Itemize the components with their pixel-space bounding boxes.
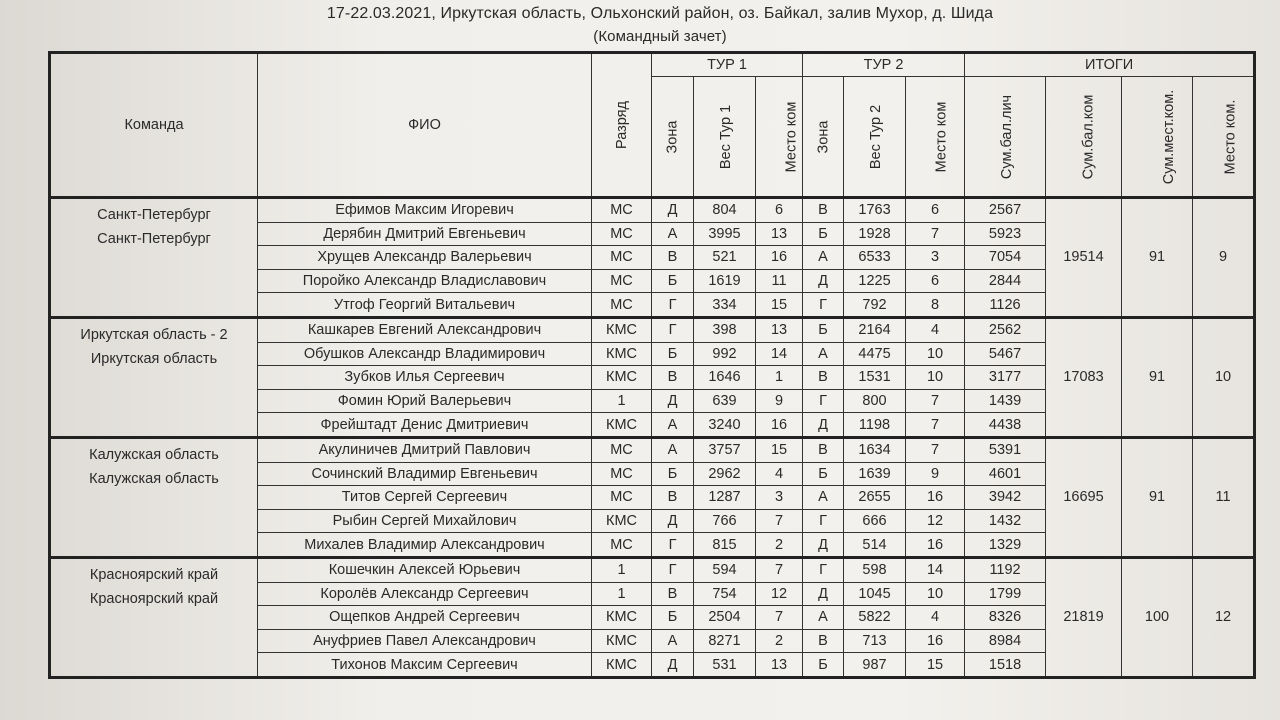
cell-place2: 7 <box>906 389 965 413</box>
cell-rank: МС <box>592 222 652 246</box>
cell-fio: Фрейштадт Денис Дмитриевич <box>258 413 592 438</box>
cell-fio: Ануфриев Павел Александрович <box>258 629 592 653</box>
cell-fio: Рыбин Сергей Михайлович <box>258 509 592 533</box>
cell-fio: Кошечкин Алексей Юрьевич <box>258 557 592 582</box>
cell-fio: Королёв Александр Сергеевич <box>258 582 592 606</box>
cell-rank: КМС <box>592 606 652 630</box>
cell-zone1: Д <box>652 389 694 413</box>
cell-place2: 7 <box>906 222 965 246</box>
cell-weight1: 521 <box>694 246 756 270</box>
team-name: Санкт-Петербург <box>97 207 211 223</box>
cell-weight1: 754 <box>694 582 756 606</box>
cell-zone2: Г <box>803 509 844 533</box>
cell-zone2: Б <box>803 653 844 678</box>
cell-weight2: 792 <box>844 293 906 318</box>
cell-place2: 9 <box>906 462 965 486</box>
cell-fio: Сочинский Владимир Евгеньевич <box>258 462 592 486</box>
cell-fio: Михалев Владимир Александрович <box>258 533 592 558</box>
cell-fio: Зубков Илья Сергеевич <box>258 366 592 390</box>
cell-rank: 1 <box>592 582 652 606</box>
cell-zone2: А <box>803 486 844 510</box>
cell-place2: 7 <box>906 413 965 438</box>
cell-place1: 4 <box>756 462 803 486</box>
cell-sum-personal: 1432 <box>965 509 1046 533</box>
cell-weight1: 3995 <box>694 222 756 246</box>
cell-sum-personal: 4438 <box>965 413 1046 438</box>
col-group-totals: ИТОГИ <box>965 53 1255 77</box>
cell-weight2: 713 <box>844 629 906 653</box>
cell-place2: 6 <box>906 198 965 223</box>
team-region: Санкт-Петербург <box>97 231 211 247</box>
cell-place1: 14 <box>756 342 803 366</box>
cell-rank: 1 <box>592 557 652 582</box>
cell-sum-personal: 8326 <box>965 606 1046 630</box>
cell-sum-personal: 2844 <box>965 269 1046 293</box>
cell-weight1: 804 <box>694 198 756 223</box>
cell-fio: Дерябин Дмитрий Евгеньевич <box>258 222 592 246</box>
team-name-cell <box>50 317 258 437</box>
cell-weight2: 1763 <box>844 198 906 223</box>
cell-zone2: Г <box>803 389 844 413</box>
cell-place1: 12 <box>756 582 803 606</box>
cell-weight2: 800 <box>844 389 906 413</box>
team-name-cell <box>50 557 258 677</box>
team-name: Красноярский край <box>89 566 219 583</box>
cell-weight1: 531 <box>694 653 756 678</box>
cell-place1: 1 <box>756 366 803 390</box>
cell-zone1: Д <box>652 509 694 533</box>
cell-sum-personal: 7054 <box>965 246 1046 270</box>
cell-weight1: 3757 <box>694 437 756 462</box>
table-row <box>50 317 1255 342</box>
cell-rank: КМС <box>592 342 652 366</box>
cell-zone2: А <box>803 606 844 630</box>
cell-sum-team: 21819 <box>1046 557 1122 677</box>
cell-team-place: 11 <box>1193 437 1255 557</box>
cell-weight2: 1225 <box>844 269 906 293</box>
cell-weight2: 1045 <box>844 582 906 606</box>
cell-zone2: Д <box>803 413 844 438</box>
cell-weight2: 6533 <box>844 246 906 270</box>
col-weight2: Вес Тур 2 <box>844 77 906 198</box>
cell-rank: МС <box>592 533 652 558</box>
cell-weight2: 2655 <box>844 486 906 510</box>
cell-sum-personal: 1192 <box>965 557 1046 582</box>
cell-fio: Утгоф Георгий Витальевич <box>258 293 592 318</box>
cell-fio: Ефимов Максим Игоревич <box>258 198 592 223</box>
cell-sum-personal: 1329 <box>965 533 1046 558</box>
cell-sum-places: 91 <box>1122 198 1193 318</box>
team-region: Иркутская область <box>90 350 218 367</box>
cell-place1: 2 <box>756 629 803 653</box>
cell-sum-places: 91 <box>1122 437 1193 557</box>
cell-place1: 7 <box>756 606 803 630</box>
cell-sum-team: 19514 <box>1046 198 1122 318</box>
results-table <box>48 51 1256 679</box>
cell-rank: МС <box>592 269 652 293</box>
cell-zone1: Д <box>652 198 694 223</box>
cell-sum-personal: 1799 <box>965 582 1046 606</box>
cell-zone1: Г <box>652 533 694 558</box>
cell-weight1: 766 <box>694 509 756 533</box>
cell-weight2: 666 <box>844 509 906 533</box>
team-name: Калужская область <box>89 446 219 463</box>
cell-sum-personal: 5391 <box>965 437 1046 462</box>
cell-sum-places: 91 <box>1122 317 1193 437</box>
cell-zone1: В <box>652 246 694 270</box>
cell-place1: 13 <box>756 317 803 342</box>
team-block <box>50 437 1255 557</box>
cell-place2: 10 <box>906 366 965 390</box>
cell-sum-personal: 2562 <box>965 317 1046 342</box>
cell-place1: 7 <box>756 509 803 533</box>
cell-sum-personal: 2567 <box>965 198 1046 223</box>
cell-fio: Тихонов Максим Сергеевич <box>258 653 592 678</box>
cell-place2: 12 <box>906 509 965 533</box>
cell-place1: 13 <box>756 222 803 246</box>
cell-zone1: А <box>652 222 694 246</box>
team-block <box>50 557 1255 677</box>
cell-zone2: А <box>803 246 844 270</box>
cell-place1: 2 <box>756 533 803 558</box>
cell-zone2: Д <box>803 533 844 558</box>
cell-rank: МС <box>592 462 652 486</box>
table-row <box>50 437 1255 462</box>
cell-place2: 6 <box>906 269 965 293</box>
cell-weight1: 398 <box>694 317 756 342</box>
cell-zone2: Б <box>803 317 844 342</box>
cell-weight1: 639 <box>694 389 756 413</box>
cell-weight1: 1619 <box>694 269 756 293</box>
cell-sum-team: 17083 <box>1046 317 1122 437</box>
cell-zone2: В <box>803 629 844 653</box>
cell-zone1: Б <box>652 269 694 293</box>
cell-rank: МС <box>592 486 652 510</box>
cell-sum-personal: 8984 <box>965 629 1046 653</box>
cell-zone1: В <box>652 366 694 390</box>
cell-place2: 16 <box>906 533 965 558</box>
cell-sum-personal: 3942 <box>965 486 1046 510</box>
col-sum-team: Сум.бал.ком <box>1046 77 1122 198</box>
cell-zone2: В <box>803 366 844 390</box>
cell-zone1: Г <box>652 557 694 582</box>
document-subtitle: (Командный зачет) <box>593 28 727 45</box>
cell-fio: Ощепков Андрей Сергеевич <box>258 606 592 630</box>
cell-zone1: А <box>652 437 694 462</box>
team-block <box>50 317 1255 437</box>
cell-weight1: 992 <box>694 342 756 366</box>
cell-rank: КМС <box>592 653 652 678</box>
col-zone1: Зона <box>652 77 694 198</box>
cell-team-place: 12 <box>1193 557 1255 677</box>
cell-rank: КМС <box>592 509 652 533</box>
cell-team-place: 10 <box>1193 317 1255 437</box>
col-place1: Место ком <box>756 77 803 198</box>
cell-sum-personal: 1518 <box>965 653 1046 678</box>
table-row <box>50 198 1255 223</box>
cell-rank: МС <box>592 437 652 462</box>
team-region: Калужская область <box>89 470 219 487</box>
cell-weight2: 1639 <box>844 462 906 486</box>
document-title: 17-22.03.2021, Иркутская область, Ольхонский район, оз. Байкал, залив Мухор, д. Шида <box>326 5 994 22</box>
cell-zone1: Г <box>652 293 694 318</box>
col-rank: Разряд <box>592 53 652 198</box>
cell-rank: 1 <box>592 389 652 413</box>
cell-place2: 15 <box>906 653 965 678</box>
cell-fio: Обушков Александр Владимирович <box>258 342 592 366</box>
col-fio: ФИО <box>258 53 592 198</box>
cell-place2: 7 <box>906 437 965 462</box>
cell-weight2: 1634 <box>844 437 906 462</box>
cell-place2: 16 <box>906 486 965 510</box>
cell-place2: 10 <box>906 342 965 366</box>
cell-sum-personal: 3177 <box>965 366 1046 390</box>
cell-place1: 9 <box>756 389 803 413</box>
cell-zone1: В <box>652 486 694 510</box>
cell-zone1: В <box>652 582 694 606</box>
cell-weight2: 987 <box>844 653 906 678</box>
cell-rank: КМС <box>592 413 652 438</box>
cell-zone2: Г <box>803 557 844 582</box>
cell-fio: Фомин Юрий Валерьевич <box>258 389 592 413</box>
cell-weight1: 2962 <box>694 462 756 486</box>
team-region: Красноярский край <box>89 590 219 607</box>
cell-place2: 14 <box>906 557 965 582</box>
col-group-tour2: ТУР 2 <box>803 53 965 77</box>
cell-place2: 16 <box>906 629 965 653</box>
cell-weight2: 4475 <box>844 342 906 366</box>
team-name-cell <box>50 198 258 318</box>
cell-weight1: 815 <box>694 533 756 558</box>
cell-zone2: В <box>803 437 844 462</box>
cell-place1: 13 <box>756 653 803 678</box>
cell-zone1: Д <box>652 653 694 678</box>
cell-sum-team: 16695 <box>1046 437 1122 557</box>
cell-weight2: 5822 <box>844 606 906 630</box>
cell-weight2: 2164 <box>844 317 906 342</box>
cell-zone1: Б <box>652 462 694 486</box>
cell-weight2: 1928 <box>844 222 906 246</box>
cell-rank: МС <box>592 293 652 318</box>
cell-weight1: 2504 <box>694 606 756 630</box>
cell-sum-personal: 4601 <box>965 462 1046 486</box>
col-team-place: Место ком. <box>1193 77 1255 198</box>
cell-sum-personal: 1439 <box>965 389 1046 413</box>
cell-rank: КМС <box>592 629 652 653</box>
cell-zone1: Б <box>652 342 694 366</box>
table-header <box>50 53 1255 198</box>
cell-rank: МС <box>592 246 652 270</box>
cell-place2: 10 <box>906 582 965 606</box>
cell-fio: Хрущев Александр Валерьевич <box>258 246 592 270</box>
cell-zone2: Д <box>803 582 844 606</box>
cell-zone1: Б <box>652 606 694 630</box>
cell-weight2: 514 <box>844 533 906 558</box>
cell-zone2: Д <box>803 269 844 293</box>
cell-place1: 16 <box>756 413 803 438</box>
col-place2: Место ком <box>906 77 965 198</box>
col-group-tour1: ТУР 1 <box>652 53 803 77</box>
cell-zone1: А <box>652 413 694 438</box>
cell-weight1: 1646 <box>694 366 756 390</box>
cell-sum-personal: 5923 <box>965 222 1046 246</box>
cell-sum-places: 100 <box>1122 557 1193 677</box>
cell-place2: 3 <box>906 246 965 270</box>
team-block <box>50 198 1255 318</box>
cell-sum-personal: 5467 <box>965 342 1046 366</box>
col-team: Команда <box>50 53 258 198</box>
team-name: Иркутская область - 2 <box>80 326 228 343</box>
cell-zone2: А <box>803 342 844 366</box>
cell-team-place: 9 <box>1193 198 1255 318</box>
cell-place1: 15 <box>756 437 803 462</box>
cell-zone2: Б <box>803 462 844 486</box>
cell-sum-personal: 1126 <box>965 293 1046 318</box>
cell-zone2: Б <box>803 222 844 246</box>
cell-place1: 15 <box>756 293 803 318</box>
cell-rank: КМС <box>592 366 652 390</box>
table-row <box>50 557 1255 582</box>
cell-rank: КМС <box>592 317 652 342</box>
col-weight1: Вес Тур 1 <box>694 77 756 198</box>
col-sum-places: Сум.мест.ком. <box>1122 77 1193 198</box>
cell-weight1: 334 <box>694 293 756 318</box>
cell-place1: 11 <box>756 269 803 293</box>
cell-fio: Кашкарев Евгений Александрович <box>258 317 592 342</box>
cell-zone2: В <box>803 198 844 223</box>
cell-weight2: 1531 <box>844 366 906 390</box>
cell-fio: Титов Сергей Сергеевич <box>258 486 592 510</box>
cell-zone1: А <box>652 629 694 653</box>
cell-weight2: 1198 <box>844 413 906 438</box>
cell-weight1: 8271 <box>694 629 756 653</box>
cell-zone1: Г <box>652 317 694 342</box>
cell-place2: 4 <box>906 317 965 342</box>
cell-place1: 3 <box>756 486 803 510</box>
cell-weight1: 1287 <box>694 486 756 510</box>
cell-fio: Акулиничев Дмитрий Павлович <box>258 437 592 462</box>
cell-weight1: 3240 <box>694 413 756 438</box>
cell-place2: 8 <box>906 293 965 318</box>
cell-weight1: 594 <box>694 557 756 582</box>
cell-place1: 7 <box>756 557 803 582</box>
cell-place1: 6 <box>756 198 803 223</box>
col-sum-personal: Сум.бал.лич <box>965 77 1046 198</box>
cell-weight2: 598 <box>844 557 906 582</box>
cell-rank: МС <box>592 198 652 223</box>
cell-fio: Поройко Александр Владиславович <box>258 269 592 293</box>
team-name-cell <box>50 437 258 557</box>
cell-place1: 16 <box>756 246 803 270</box>
cell-zone2: Г <box>803 293 844 318</box>
col-zone2: Зона <box>803 77 844 198</box>
cell-place2: 4 <box>906 606 965 630</box>
